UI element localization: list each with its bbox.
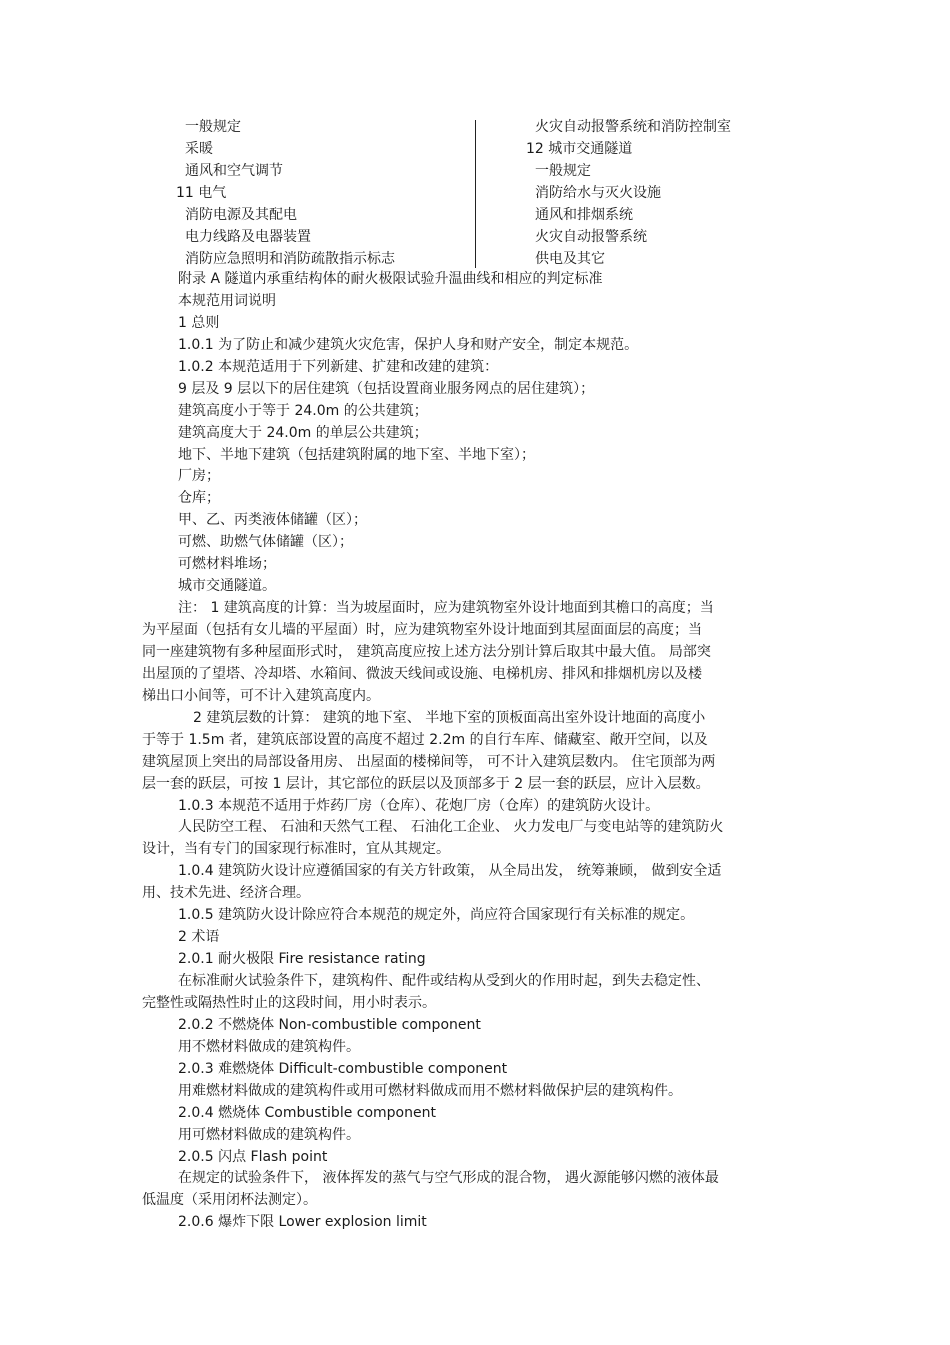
toc-column-divider	[475, 120, 476, 268]
toc-entry: 消防应急照明和消防疏散指示标志	[185, 251, 395, 267]
text-line: 为平屋面（包括有女儿墙的平屋面）时，应为建筑物室外设计地面到其屋面面层的高度；当	[142, 622, 702, 638]
text-line: 于等于 1.5m 者，建筑底部设置的高度不超过 2.2m 的自行车库、储藏室、敞开空间，以及	[142, 731, 708, 748]
text-line: 完整性或隔热性时止的这段时间，用小时表示。	[142, 994, 436, 1011]
text-line: 同一座建筑物有多种屋面形式时， 建筑高度应按上述方法分别计算后取其中最大值。 局部突	[142, 643, 711, 660]
text-line: 1.0.3 本规范不适用于炸药厂房（仓库）、花炮厂房（仓库）的建筑防火设计。	[178, 797, 660, 814]
text-line: 可燃、助燃气体储罐（区）；	[178, 534, 353, 551]
text-line: 在规定的试验条件下， 液体挥发的蒸气与空气形成的混合物， 遇火源能够闪燃的液体最	[178, 1170, 719, 1187]
text-line: 层一套的跃层，可按 1 层计，其它部位的跃层以及顶部多于 2 层一套的跃层，应计入层数。	[142, 775, 710, 792]
text-line: 人民防空工程、 石油和天然气工程、 石油化工企业、 火力发电厂与变电站等的建筑防火	[178, 819, 724, 836]
text-line: 在标准耐火试验条件下，建筑构件、配件或结构从受到火的作用时起，到失去稳定性、	[178, 973, 710, 989]
text-line: 2.0.6 爆炸下限 Lower explosion limit	[178, 1214, 427, 1231]
toc-entry: 通风和空气调节	[185, 163, 283, 179]
text-line: 地下、半地下建筑（包括建筑附属的地下室、半地下室）；	[178, 446, 535, 463]
toc-entry: 通风和排烟系统	[535, 207, 633, 223]
text-line: 2.0.2 不燃烧体 Non-combustible component	[178, 1016, 481, 1033]
table-of-contents	[0, 116, 950, 270]
text-line: 可燃材料堆场；	[178, 556, 276, 573]
toc-entry: 12 城市交通隧道	[526, 141, 633, 157]
text-line: 低温度（采用闭杯法测定）。	[142, 1192, 317, 1209]
toc-entry: 消防给水与灭火设施	[535, 185, 661, 201]
text-line: 1.0.1 为了防止和减少建筑火灾危害，保护人身和财产安全，制定本规范。	[178, 336, 639, 353]
text-line: 注： 1 建筑高度的计算：当为坡屋面时，应为建筑物室外设计地面到其檐口的高度；当	[178, 600, 714, 617]
text-line: 本规范用词说明	[178, 292, 276, 309]
toc-right-column	[526, 116, 826, 270]
text-line: 1.0.5 建筑防火设计除应符合本规范的规定外，尚应符合国家现行有关标准的规定。	[178, 907, 695, 924]
text-line: 附录 A 隧道内承重结构体的耐火极限试验升温曲线和相应的判定标准	[178, 271, 603, 287]
text-line: 仓库；	[178, 490, 220, 507]
text-line: 2 建筑层数的计算： 建筑的地下室、 半地下室的顶板面高出室外设计地面的高度小	[193, 709, 706, 726]
text-line: 用不燃材料做成的建筑构件。	[178, 1038, 360, 1055]
text-line: 用难燃材料做成的建筑构件或用可燃材料做成而用不燃材料做保护层的建筑构件。	[178, 1082, 682, 1099]
text-line: 2.0.3 难燃烧体 Difficult-combustible component	[178, 1060, 508, 1077]
text-line: 1 总则	[178, 314, 220, 331]
text-line: 厂房；	[178, 468, 220, 485]
toc-entry: 一般规定	[535, 163, 591, 179]
text-line: 9 层及 9 层以下的居住建筑（包括设置商业服务网点的居住建筑）；	[178, 380, 595, 397]
toc-entry: 采暖	[185, 141, 213, 157]
text-line: 设计，当有专门的国家现行标准时，宜从其规定。	[142, 841, 450, 858]
text-line: 用可燃材料做成的建筑构件。	[178, 1126, 360, 1143]
text-line: 建筑屋顶上突出的局部设备用房、 出屋面的楼梯间等， 可不计入建筑层数内。 住宅顶部为两	[142, 753, 716, 770]
toc-entry: 电力线路及电器装置	[185, 229, 311, 245]
text-line: 1.0.4 建筑防火设计应遵循国家的有关方针政策， 从全局出发， 统筹兼顾， 做到安全适	[178, 863, 722, 880]
toc-entry: 11 电气	[176, 185, 227, 201]
text-line: 城市交通隧道。	[178, 578, 276, 595]
text-line: 1.0.2 本规范适用于下列新建、扩建和改建的建筑：	[178, 358, 499, 375]
toc-left-column	[176, 116, 466, 270]
toc-entry: 一般规定	[185, 119, 241, 135]
toc-entry: 消防电源及其配电	[185, 207, 297, 223]
text-line: 2 术语	[178, 929, 220, 946]
text-line: 出屋顶的了望塔、冷却塔、水箱间、微波天线间或设施、电梯机房、排风和排烟机房以及楼	[142, 665, 702, 682]
toc-entry: 火灾自动报警系统	[535, 229, 647, 245]
text-line: 2.0.4 燃烧体 Combustible component	[178, 1104, 436, 1121]
toc-entry: 供电及其它	[535, 251, 605, 267]
toc-entry: 火灾自动报警系统和消防控制室	[535, 119, 731, 135]
document-body	[0, 269, 950, 1234]
text-line: 2.0.5 闪点 Flash point	[178, 1148, 328, 1165]
text-line: 梯出口小间等，可不计入建筑高度内。	[142, 687, 380, 704]
text-line: 甲、乙、丙类液体储罐（区）；	[178, 512, 367, 529]
text-line: 建筑高度大于 24.0m 的单层公共建筑；	[178, 424, 428, 441]
text-line: 用、技术先进、经济合理。	[142, 885, 310, 902]
text-line: 建筑高度小于等于 24.0m 的公共建筑；	[178, 402, 428, 419]
text-line: 2.0.1 耐火极限 Fire resistance rating	[178, 951, 426, 968]
